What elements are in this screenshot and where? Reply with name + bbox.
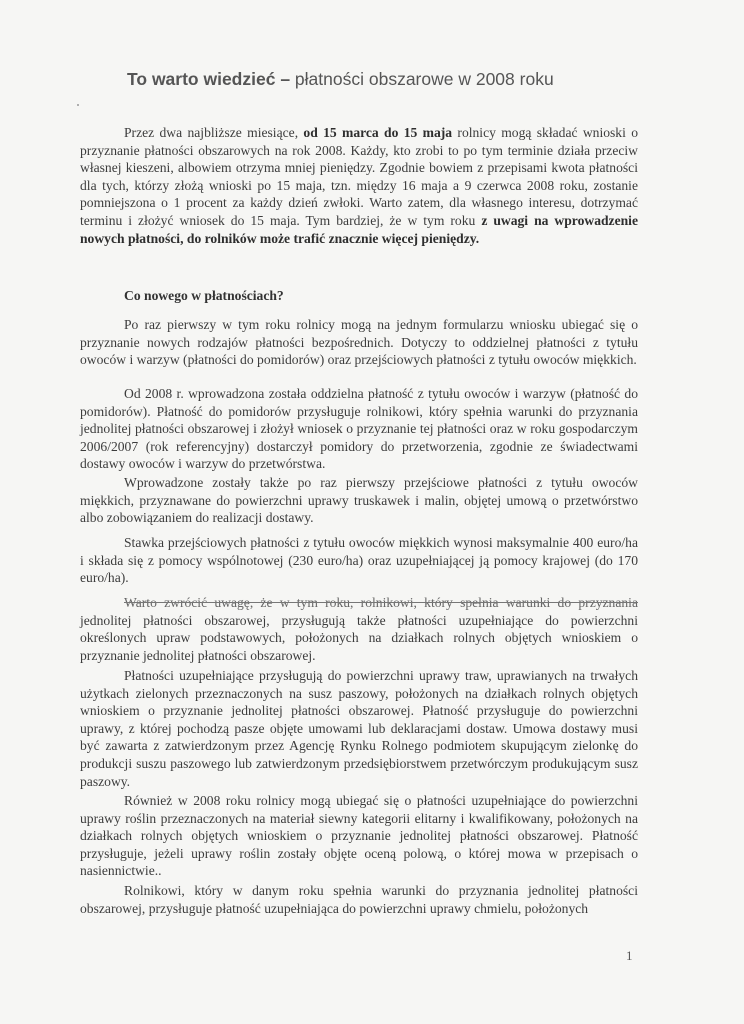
p2-block [80,385,638,473]
paragraph-new-payments: Po raz pierwszy w tym roku rolnicy mogą na jednym formularzu wniosku ubiegać się o przyznanie nowych rodzajów płatności bezpośrednich. Dotyczy to oddzielnej płatności z tytułu owoców i warzyw (płatności do pomidorów) oraz przejściowych płatności z tytułu owoców miękkich. [80,317,638,368]
intro-text-2: rolnicy mogą składać wnioski o przyznanie płatności obszarowych na rok 2008. Każdy, kto zrobi to po tym terminie działa przeciw własnej kieszeni, albowiem otrzyma mniej pieniędzy. Zgodnie bowiem z przepisami kwota płatności dla tych, którzy złożą wnioski po 15 maja, tzn. między 16 maja a 9 czerwca 2008 roku, zostanie pomniejszona o 1 procent za każdy dzień zwłoki. Warto zatem, dla własnego interesu, dotrzymać terminu i złożyć wniosek do 15 maja. Tym bardziej, że w tym roku [80,125,638,228]
p1-block [80,316,638,369]
paragraph-soft-fruits: Wprowadzone zostały także po raz pierwszy przejściowe płatności z tytułu owoców miękkich, przyznawane do powierzchni uprawy truskawek i malin, objętej umową o przetwórstwo albo zobowiązaniem do realizacji dostawy. [80,475,638,526]
paragraph-grass: Płatności uzupełniające przysługują do powierzchni uprawy traw, uprawianych na trwałych użytkach zielonych przeznaczonych na susz paszowy, położonych na działkach rolnych objętych wnioskiem o przyznanie jednolitej płatności obszarowej. Płatność przysługuje do powierzchni uprawy, z której pochodzą pasze objęte umowami lub deklaracjami dostaw. Umowa dostawy musi być zawarta z zatwierdzonym przez Agencję Rynku Rolnego podmiotem skupującym zielonkę do produkcji suszu paszowego lub zatwierdzonym przedsiębiorstwem przetwórczym produkującym susz paszowy. [80,668,638,789]
page-number: 1 [626,948,633,963]
p6-block [80,667,638,790]
p4-block [80,534,638,587]
p7-block [80,792,638,880]
intro-text-1: Przez dwa najbliższe miesiące, [124,125,304,140]
paragraph-supplementary [80,594,638,664]
paragraph-seed: Również w 2008 roku rolnicy mogą ubiegać się o płatności uzupełniające do powierzchni uprawy roślin przeznaczonych na materiał siewny kategorii elitarny i kwalifikowany, położonych na działkach rolnych objętych wnioskiem o przyznanie jednolitej płatności obszarowej. Płatność przysługuje, jeżeli uprawy roślin zostały objęte oceną polową, o której mowa w przepisach o nasiennictwie.. [80,793,638,879]
paragraph-tomatoes: Od 2008 r. wprowadzona została oddzielna płatność z tytułu owoców i warzyw (płatność do pomidorów). Płatność do pomidorów przysługuje rolnikowi, który spełnia warunki do przyznania jednolitej płatności obszarowej i złożył wniosek o przyznanie tej płatności oraz w roku gospodarczym 2006/2007 (rok referencyjny) dostarczył pomidory do przetworzenia, zgodnie ze świadectwami dostawy owoców i warzyw do przetwórstwa. [80,386,638,472]
p5-block [80,594,638,664]
intro-block [80,124,638,247]
intro-emphasis: z uwagi na wprowadzenie nowych płatności, do rolników może trafić znacznie więcej pieniędzy. [80,212,638,246]
paragraph-rate: Stawka przejściowych płatności z tytułu owoców miękkich wynosi maksymalnie 400 euro/ha i składa się z pomocy wspólnotowej (230 euro/ha) oraz uzupełniającej ją pomocy krajowej (do 170 euro/ha). [80,535,638,586]
paragraph-supplementary-rest: jednolitej płatności obszarowej, przysługują także płatności uzupełniające do powierzchni określonych upraw podstawowych, położonych na działkach rolnych objętych wnioskiem o przyznanie jednolitej płatności obszarowej. [80,612,638,663]
document-title [127,69,687,90]
struck-text: Warto zwrócić uwagę, że w tym roku, rolnikowi, który spełnia warunki do przyznania [124,595,638,610]
scan-speck [77,104,79,106]
intro-paragraph [80,124,638,247]
section-heading: Co nowego w płatnościach? [124,288,284,303]
p8-block [80,882,638,917]
intro-dates: od 15 marca do 15 maja [303,125,453,140]
paragraph-hops: Rolnikowi, który w danym roku spełnia warunki do przyznania jednolitej płatności obszarowej, przysługuje płatność uzupełniająca do powierzchni uprawy chmielu, położonych [80,883,638,916]
title-lead: To warto wiedzieć – [127,69,295,89]
p3-block [80,474,638,527]
title-rest: płatności obszarowe w 2008 roku [294,69,554,89]
